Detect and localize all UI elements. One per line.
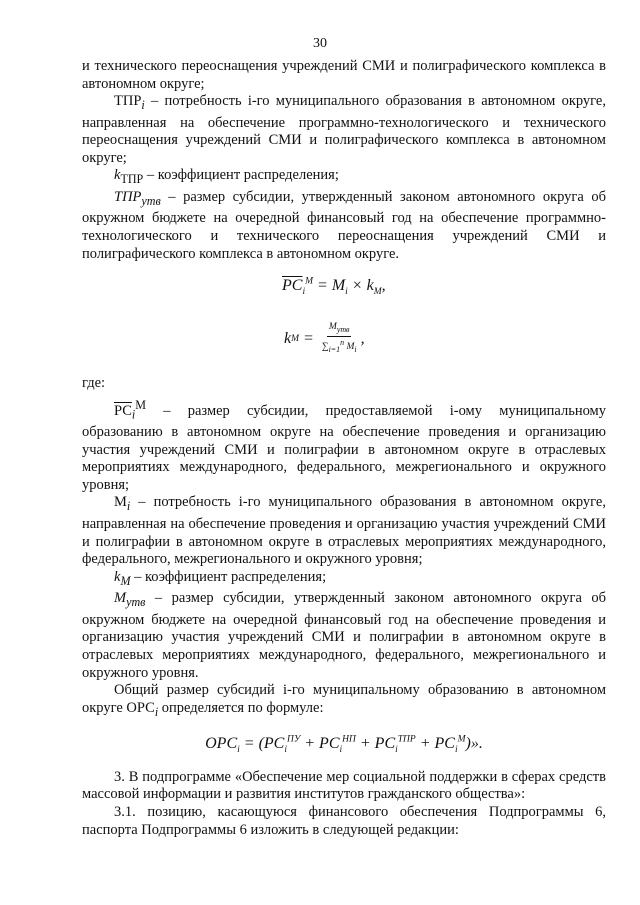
fraction-denominator [320, 337, 359, 356]
symbol-tpr-utv: ТПР [114, 188, 142, 205]
paragraph-10-text: 3. В подпрограмме «Обеспечение мер социальной поддержки в сферах средств массовой информации и развития институтов гражданского общества»: [82, 768, 606, 803]
paragraph-9-end: определяется по формуле: [158, 699, 324, 716]
where-label: где: [82, 375, 106, 392]
formula-lhs: РС [282, 277, 303, 295]
formula-part: + РС [300, 735, 340, 753]
symbol-m-utv: M [114, 590, 127, 607]
paragraph-9-text: Общий размер субсидий i-го муниципальному образованию в автономном округе ОРС [82, 682, 606, 716]
formula-sup: М [457, 734, 466, 745]
formula-eq: = [299, 329, 318, 347]
paragraph-1-text: и технического переоснащения учреждений СМИ и полиграфического комплекса в автономном округе; [82, 58, 606, 92]
formula-sub: i [237, 745, 240, 756]
fraction-numerator [327, 321, 352, 337]
symbol-sub: i [154, 704, 159, 719]
formula-part: + РС [415, 735, 455, 753]
paragraph-8 [82, 590, 606, 682]
paragraph-11-text: 3.1. позицию, касающуюся финансового обеспечения Подпрограммы 6, паспорта Подпрограммы 6 изложить в следующей редакции: [82, 803, 606, 838]
paragraph-6 [82, 494, 606, 568]
formula-sup: ПУ [286, 734, 301, 745]
formula-rhs: = M [313, 277, 346, 295]
formula-sub: M [373, 287, 382, 298]
formula-k-m: k M = $\frac{M_{утв}}{\sum_{i=1}^n M_i}$ , [284, 322, 365, 355]
denominator-symbol: M [344, 342, 355, 353]
sum-lower: i=1 [328, 345, 341, 355]
formula-sup: М [305, 276, 314, 287]
paragraph-2-text: – потребность i-го муниципального образования в автономном округе, направленная на обеспечение программно-технологического и технического переоснащения учреждений СМИ и полиграфического комплекса в автономном округе; [82, 93, 606, 166]
formula-sub: i [395, 745, 398, 756]
symbol-k-m: k [114, 568, 121, 585]
symbol-m-i: M [114, 494, 127, 511]
page-number: 30 [313, 36, 327, 51]
paragraph-5-text: – размер субсидии, предоставляемой i-ому муниципальному образованию в автономном округе на обеспечение проведения и организацию участия учреждений СМИ и полиграфии в автономном округе в отраслевых мероприятиях международного, федерального, межрегионального и окружного уровня; [82, 402, 606, 493]
paragraph-5 [82, 397, 606, 495]
symbol-sub: i [126, 499, 131, 514]
paragraph-3-text: – коэффициент распределения; [143, 167, 339, 184]
formula-end: , [381, 277, 386, 295]
paragraph-8-text: – размер субсидии, утвержденный законом автономного округа об окружном бюджете на очередной финансовый год на обеспечение проведения и организацию участия учреждений СМИ и полиграфии в автономном округе в отраслевых мероприятиях международного, федерального, межрегионального и окружного уровня. [82, 590, 606, 681]
formula-part: = (РС [239, 735, 285, 753]
formula-sub: i [302, 287, 306, 298]
sum-upper: n [340, 338, 345, 348]
paragraph-4-text: – размер субсидии, утвержденный законом автономного округа об окружном бюджете на очередной финансовый год на обеспечение программно-технологического и технического переоснащения учреждений СМИ и полиграфического комплекса в автономном округе. [82, 188, 606, 262]
paragraph-4 [82, 189, 606, 263]
formula-sub: i [339, 745, 343, 756]
formula-sup: НП [342, 734, 356, 745]
formula-block [82, 263, 606, 375]
formula-times: × k [347, 277, 374, 295]
formula-lhs: ОРС [205, 735, 238, 753]
symbol-sub: утв [141, 193, 161, 208]
formula-lhs: k [284, 329, 292, 347]
paragraph-7 [82, 569, 606, 590]
sum-symbol: ∑ [321, 342, 329, 353]
symbol-sub: i [141, 98, 145, 113]
formula-end: , [360, 329, 365, 347]
paragraph-3 [82, 167, 606, 188]
symbol-sup: М [135, 397, 147, 412]
formula-pc-m [282, 276, 386, 298]
formula-sub: i [454, 745, 458, 756]
numerator-sub: утв [336, 325, 350, 335]
paragraph-where [82, 375, 606, 393]
formula-sub: i [345, 287, 348, 298]
formula-sub: i [284, 745, 287, 756]
symbol-sub: M [120, 573, 131, 588]
symbol-tpr-i: ТПР [114, 93, 142, 110]
formula-fraction [320, 321, 359, 356]
symbol-pc-m: РС [114, 402, 132, 419]
symbol-sub: утв [126, 595, 146, 610]
paragraph-9 [82, 682, 606, 721]
paragraph-1 [82, 58, 606, 93]
formula-sup: ТПР [397, 734, 416, 745]
formula-end: )». [465, 735, 483, 753]
symbol-k-tpr: k [114, 167, 121, 184]
paragraph-2 [82, 93, 606, 167]
denominator-sub: i [354, 345, 357, 355]
document-body [82, 58, 606, 839]
paragraph-10 [82, 769, 606, 804]
paragraph-6-text: – потребность i-го муниципального образования в автономном округе, направленная на обеспечение проведения и организацию участия учреждений СМИ и полиграфии в автономном округе в отраслевых мероприятиях международного, федерального, межрегионального и окружного уровня; [82, 494, 606, 568]
numerator-symbol: M [328, 322, 337, 333]
formula-part: + РС [355, 735, 396, 753]
symbol-sub: ТПР [120, 172, 144, 187]
symbol-sub: i [131, 407, 136, 422]
paragraph-11 [82, 804, 606, 839]
paragraph-7-text: – коэффициент распределения; [130, 568, 327, 585]
formula-ors [82, 734, 606, 756]
